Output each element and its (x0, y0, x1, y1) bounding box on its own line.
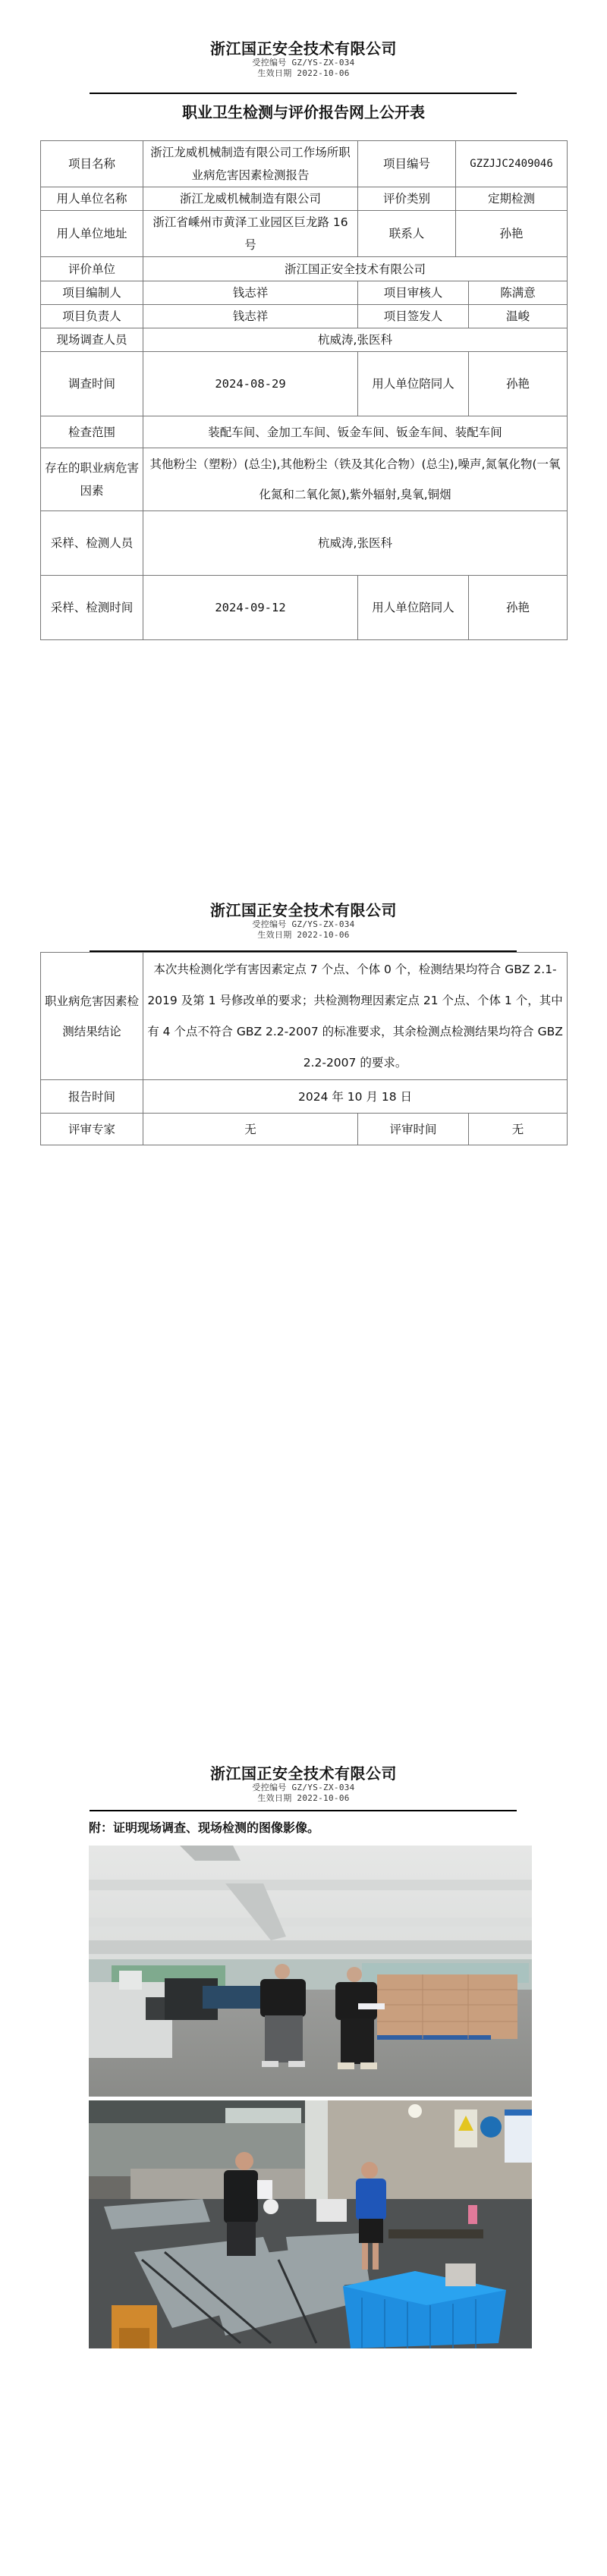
photo-image (89, 2100, 532, 2348)
field-label: 检查范围 (41, 416, 143, 448)
field-label: 评价类别 (358, 187, 456, 211)
sampling-staff-value: 杭威涛,张医科 (143, 511, 568, 576)
effective-date: 生效日期 2022-10-06 (257, 930, 350, 940)
disclosure-table (40, 140, 568, 640)
table-row (41, 305, 568, 328)
table-row (41, 448, 568, 511)
field-label: 评审专家 (41, 1114, 143, 1145)
field-label: 采样、检测时间 (41, 576, 143, 640)
page3-header (0, 1764, 607, 1804)
field-label: 调查时间 (41, 352, 143, 416)
table-row (41, 211, 568, 257)
header-rule (90, 1810, 517, 1811)
field-label: 采样、检测人员 (41, 511, 143, 576)
table-row (41, 1114, 568, 1145)
table-row (41, 141, 568, 187)
sampling-date-value: 2024-09-12 (143, 576, 358, 640)
table-row (41, 281, 568, 305)
table-row (41, 416, 568, 448)
lead-value: 钱志祥 (143, 305, 358, 328)
expert-value: 无 (143, 1114, 358, 1145)
company-name: 浙江国正安全技术有限公司 (210, 901, 397, 919)
header-rule (90, 93, 517, 94)
report-date-value: 2024 年 10 月 18 日 (143, 1080, 568, 1114)
field-label: 项目签发人 (358, 305, 469, 328)
field-label: 联系人 (358, 211, 456, 257)
field-label: 项目审核人 (358, 281, 469, 305)
field-label: 用人单位地址 (41, 211, 143, 257)
page1-header (0, 39, 607, 79)
field-label: 项目名称 (41, 141, 143, 187)
hazards-value: 其他粉尘（塑粉）(总尘),其他粉尘（铁及其化合物）(总尘),噪声,氮氧化物(一氧化氮和二氧化氮),紫外辐射,臭氧,铜烟 (143, 448, 568, 511)
table-row (41, 328, 568, 352)
company-name: 浙江国正安全技术有限公司 (210, 39, 397, 58)
field-label: 评审时间 (358, 1114, 469, 1145)
table-row (41, 953, 568, 1080)
field-label: 用人单位陪同人 (358, 352, 469, 416)
project-number-value: GZZJJC2409046 (456, 141, 568, 187)
company-name: 浙江国正安全技术有限公司 (210, 1764, 397, 1783)
field-label: 职业病危害因素检测结果结论 (41, 953, 143, 1080)
field-label: 评价单位 (41, 257, 143, 281)
control-number: 受控编号 GZ/YS-ZX-034 (252, 1783, 355, 1792)
site-detection-photo (89, 2100, 532, 2348)
control-number: 受控编号 GZ/YS-ZX-034 (252, 919, 355, 929)
employer-address-value: 浙江省嵊州市黄泽工业园区巨龙路 16 号 (143, 211, 358, 257)
field-label: 用人单位名称 (41, 187, 143, 211)
table-row (41, 576, 568, 640)
field-label: 报告时间 (41, 1080, 143, 1114)
table-row (41, 511, 568, 576)
table-row (41, 352, 568, 416)
contact-value: 孙艳 (456, 211, 568, 257)
page2-header (0, 901, 607, 941)
compiler-value: 钱志祥 (143, 281, 358, 305)
photo-image (89, 1846, 532, 2097)
escort-value: 孙艳 (469, 352, 568, 416)
field-label: 存在的职业病危害因素 (41, 448, 143, 511)
page-title: 职业卫生检测与评价报告网上公开表 (182, 103, 425, 121)
conclusion-value: 本次共检测化学有害因素定点 7 个点、个体 0 个，检测结果均符合 GBZ 2.1-2019 及第 1 号修改单的要求；共检测物理因素定点 21 个点、个体 1 个，其中有 4 个点不符合 GBZ 2.2-2007 的标准要求，其余检测点检测结果均符合 GBZ 2.2-2007 的要求。 (143, 953, 568, 1080)
table-row (41, 187, 568, 211)
field-label: 项目负责人 (41, 305, 143, 328)
eval-unit-value: 浙江国正安全技术有限公司 (143, 257, 568, 281)
site-survey-photo (89, 1846, 532, 2097)
table-row (41, 257, 568, 281)
effective-date: 生效日期 2022-10-06 (257, 68, 350, 78)
field-label: 用人单位陪同人 (358, 576, 469, 640)
survey-date-value: 2024-08-29 (143, 352, 358, 416)
review-date-value: 无 (469, 1114, 568, 1145)
conclusion-table (40, 952, 568, 1145)
field-label: 项目编号 (358, 141, 456, 187)
employer-name-value: 浙江龙威机械制造有限公司 (143, 187, 358, 211)
control-number: 受控编号 GZ/YS-ZX-034 (252, 58, 355, 68)
field-label: 现场调查人员 (41, 328, 143, 352)
reviewer-value: 陈满意 (469, 281, 568, 305)
escort2-value: 孙艳 (469, 576, 568, 640)
field-label: 项目编制人 (41, 281, 143, 305)
issuer-value: 温峻 (469, 305, 568, 328)
appendix-note: 附：证明现场调查、现场检测的图像影像。 (89, 1820, 320, 1835)
eval-type-value: 定期检测 (456, 187, 568, 211)
project-name-value: 浙江龙威机械制造有限公司工作场所职业病危害因素检测报告 (143, 141, 358, 187)
scope-value: 装配车间、金加工车间、钣金车间、钣金车间、装配车间 (143, 416, 568, 448)
table-row (41, 1080, 568, 1114)
effective-date: 生效日期 2022-10-06 (257, 1793, 350, 1803)
site-staff-value: 杭威涛,张医科 (143, 328, 568, 352)
